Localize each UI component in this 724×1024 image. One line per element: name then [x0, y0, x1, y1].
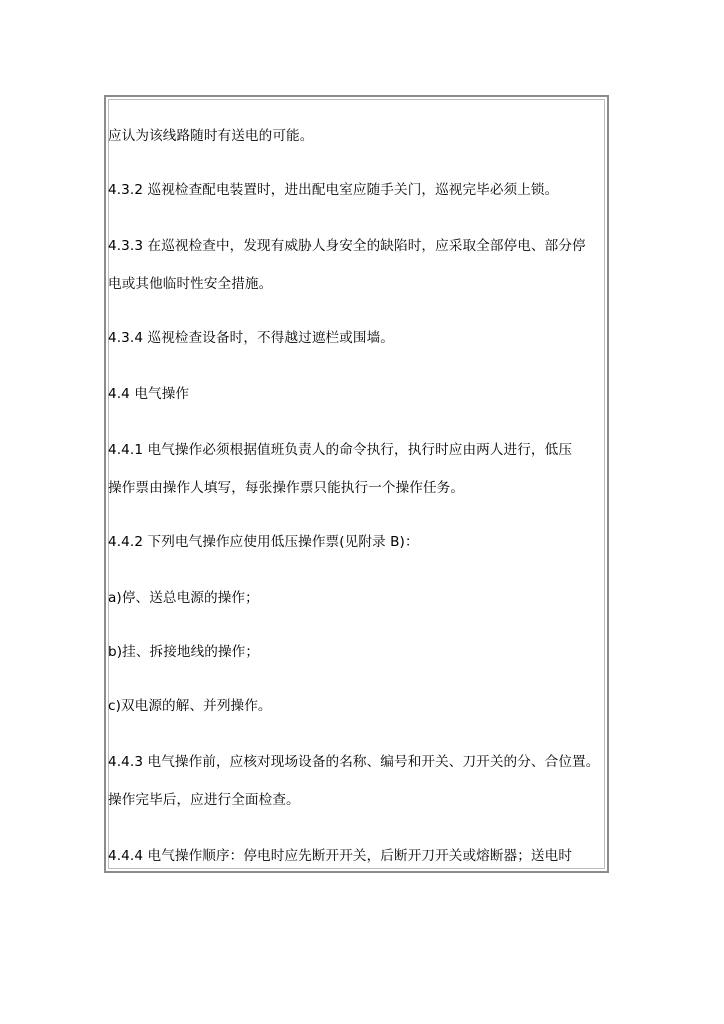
text-line: 操作完毕后，应进行全面检查。	[108, 792, 300, 808]
text-line: 4.3.2 巡视检查配电装置时，进出配电室应随手关门，巡视完毕必须上锁。	[108, 182, 559, 198]
list-item: b)挂、拆接地线的操作；	[108, 644, 260, 660]
text-line: 4.4.4 电气操作顺序：停电时应先断开开关，后断开刀开关或熔断器；送电时	[108, 848, 573, 864]
text-line: 4.4.2 下列电气操作应使用低压操作票(见附录 B)：	[108, 534, 419, 550]
text-line: 4.4.3 电气操作前，应核对现场设备的名称、编号和开关、刀开关的分、合位置。	[108, 754, 600, 770]
text-line: 4.4.1 电气操作必须根据值班负责人的命令执行，执行时应由两人进行，低压	[108, 442, 573, 458]
text-line: 4.3.4 巡视检查设备时，不得越过遮栏或围墙。	[108, 330, 394, 346]
list-item: a)停、送总电源的操作；	[108, 590, 259, 606]
list-item: c)双电源的解、并列操作。	[108, 698, 272, 714]
section-heading: 4.4 电气操作	[108, 386, 190, 402]
text-line: 操作票由操作人填写，每张操作票只能执行一个操作任务。	[108, 480, 465, 496]
text-line: 电或其他临时性安全措施。	[108, 276, 273, 292]
text-line: 4.3.3 在巡视检查中，发现有威胁人身安全的缺陷时，应采取全部停电、部分停	[108, 238, 586, 254]
text-line: 应认为该线路随时有送电的可能。	[108, 128, 314, 144]
